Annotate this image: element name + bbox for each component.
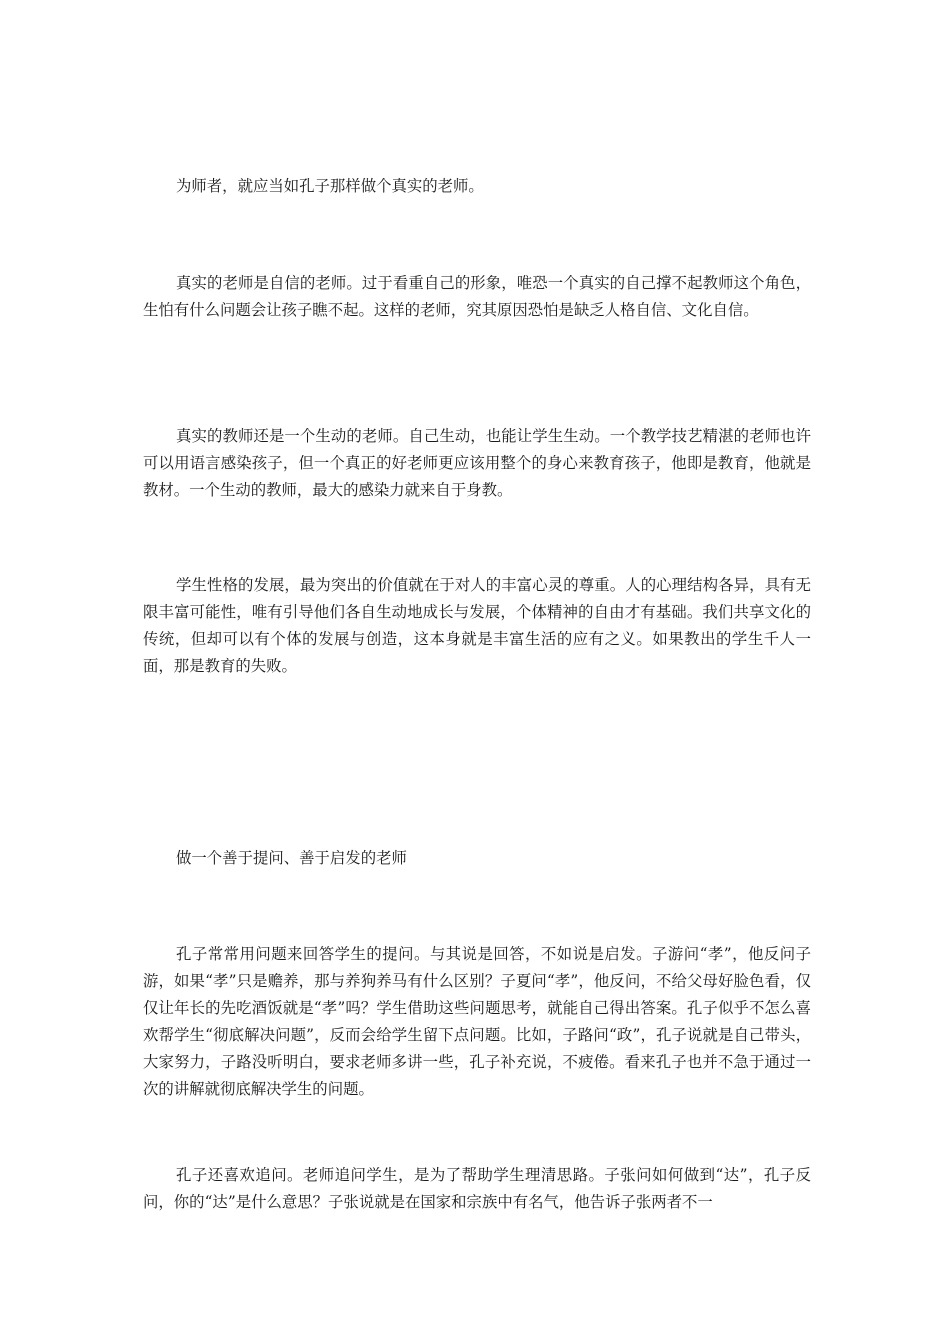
section-heading: 做一个善于提问、善于启发的老师 <box>176 849 407 867</box>
paragraph-questioning: 孔子常常用问题来回答学生的提问。与其说是回答，不如说是启发。子游问“孝”，他反问子游，如果“孝”只是赡养，那与养狗养马有什么区别？子夏问“孝”，他反问，不给父母好脸色看，仅仅让年长的先吃酒饭就是“孝”吗？学生借助这些问题思考，就能自己得出答案。孔子似乎不怎么喜欢帮学生“彻底解决问题”，反而会给学生留下点问题。比如，子路问“政”，孔子说就是自己带头，大家努力，子路没听明白，要求老师多讲一些，孔子补充说，不疲倦。看来孔子也并不急于通过一次的讲解就彻底解决学生的问题。 <box>143 945 811 1098</box>
paragraph-vivid-teacher: 真实的教师还是一个生动的老师。自己生动，也能让学生生动。一个教学技艺精湛的老师也许可以用语言感染孩子，但一个真正的好老师更应该用整个的身心来教育孩子，他即是教育，他就是教材。一个生动的教师，最大的感染力就来自于身教。 <box>143 427 811 499</box>
paragraph-follow-up-questions: 孔子还喜欢追问。老师追问学生，是为了帮助学生理清思路。子张问如何做到“达”，孔子反问，你的“达”是什么意思？子张说就是在国家和宗族中有名气，他告诉子张两者不一 <box>143 1166 811 1211</box>
paragraph-confident-teacher: 真实的老师是自信的老师。过于看重自己的形象，唯恐一个真实的自己撑不起教师这个角色，生怕有什么问题会让孩子瞧不起。这样的老师，究其原因恐怕是缺乏人格自信、文化自信。 <box>143 274 811 319</box>
paragraph-intro: 为师者，就应当如孔子那样做个真实的老师。 <box>176 177 484 195</box>
paragraph-student-personality: 学生性格的发展，最为突出的价值就在于对人的丰富心灵的尊重。人的心理结构各异，具有无限丰富可能性，唯有引导他们各自生动地成长与发展，个体精神的自由才有基础。我们共享文化的传统，但却可以有个体的发展与创造，这本身就是丰富生活的应有之义。如果教出的学生千人一面，那是教育的失败。 <box>143 576 811 675</box>
